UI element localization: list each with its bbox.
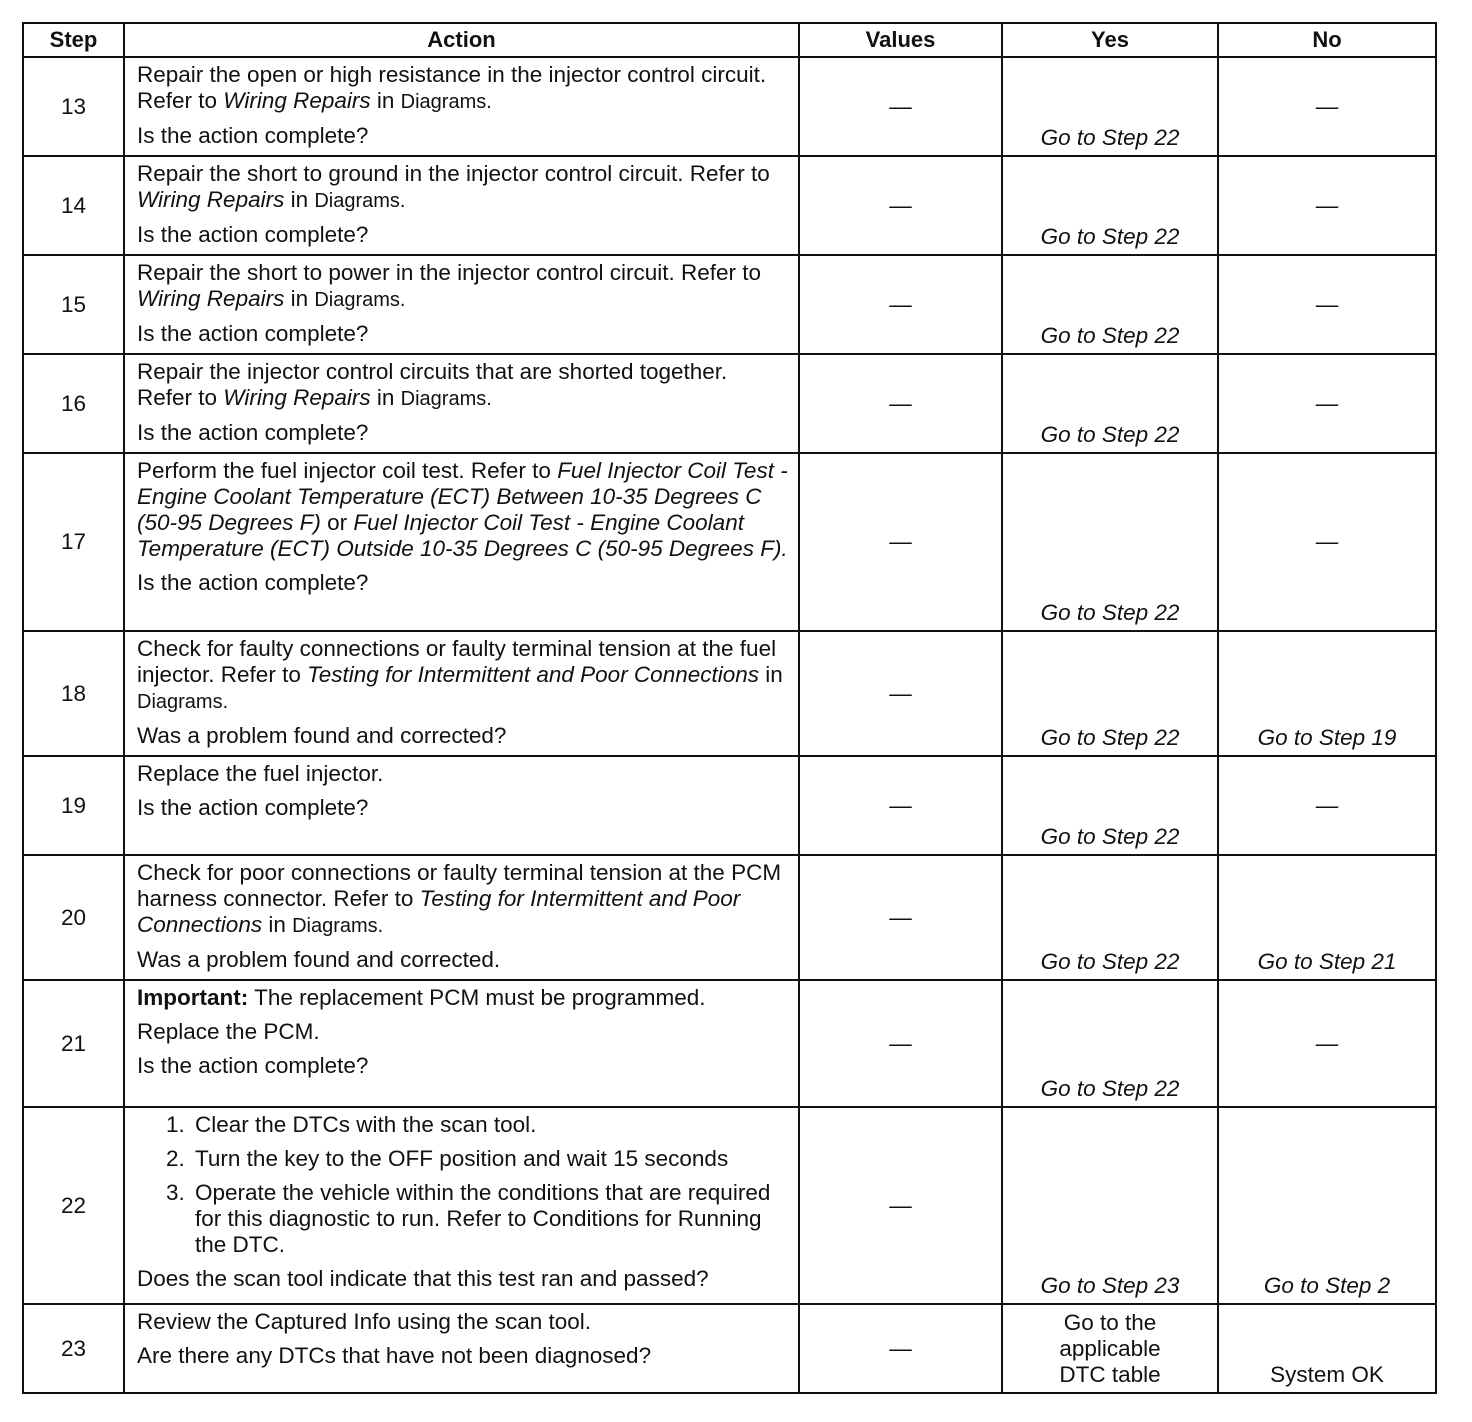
yes-cell: Go to Step 22 xyxy=(1002,255,1218,354)
yes-cell: Go to Step 22 xyxy=(1002,354,1218,453)
values-cell: — xyxy=(799,453,1002,631)
no-cell: Go to Step 2 xyxy=(1218,1107,1436,1304)
values-cell: — xyxy=(799,1304,1002,1393)
action-question: Was a problem found and corrected? xyxy=(137,723,507,748)
no-cell: — xyxy=(1218,453,1436,631)
yes-cell: Go to Step 22 xyxy=(1002,631,1218,756)
no-cell: — xyxy=(1218,756,1436,855)
step-number: 19 xyxy=(23,756,124,855)
values-cell: — xyxy=(799,855,1002,980)
action-cell: Perform the fuel injector coil test. Refer to Fuel Injector Coil Test - Engine Coolant Temperature (ECT) Between 10-35 Degrees C (50-95 Degrees F) or Fuel Injector Coil Test - Engine Coolant Temperature (ECT) Outside 10-35 Degrees C (50-95 Degrees F). Is the action complete? xyxy=(124,453,799,631)
action-cell: Repair the short to ground in the injector control circuit. Refer to Wiring Repairs in Diagrams. Is the action complete? xyxy=(124,156,799,255)
yes-cell: Go to Step 23 xyxy=(1002,1107,1218,1304)
action-question: Is the action complete? xyxy=(137,420,369,445)
no-cell: — xyxy=(1218,156,1436,255)
action-steps-list xyxy=(137,1112,788,1258)
action-question: Is the action complete? xyxy=(137,1053,369,1078)
no-cell: Go to Step 21 xyxy=(1218,855,1436,980)
no-cell: — xyxy=(1218,354,1436,453)
table-row xyxy=(23,855,1436,980)
action-cell: Check for faulty connections or faulty terminal tension at the fuel injector. Refer to Testing for Intermittent and Poor Connections in Diagrams. Was a problem found and corrected? xyxy=(124,631,799,756)
values-cell: — xyxy=(799,980,1002,1107)
action-cell: Repair the short to power in the injector control circuit. Refer to Wiring Repairs in Diagrams. Is the action complete? xyxy=(124,255,799,354)
step-number: 23 xyxy=(23,1304,124,1393)
no-cell: — xyxy=(1218,980,1436,1107)
step-number: 18 xyxy=(23,631,124,756)
action-question: Are there any DTCs that have not been diagnosed? xyxy=(137,1343,652,1368)
values-cell: — xyxy=(799,354,1002,453)
step-number: 21 xyxy=(23,980,124,1107)
values-cell: — xyxy=(799,57,1002,156)
header-step: Step xyxy=(23,23,124,57)
step-number: 16 xyxy=(23,354,124,453)
action-question: Was a problem found and corrected. xyxy=(137,947,501,972)
yes-cell: Go to Step 22 xyxy=(1002,980,1218,1107)
step-number: 17 xyxy=(23,453,124,631)
action-cell: Replace the fuel injector. Is the action complete? xyxy=(124,756,799,855)
action-question: Is the action complete? xyxy=(137,123,369,148)
step-number: 20 xyxy=(23,855,124,980)
no-cell: — xyxy=(1218,255,1436,354)
action-cell: Check for poor connections or faulty terminal tension at the PCM harness connector. Refer to Testing for Intermittent and Poor Connections in Diagrams. Was a problem found and corrected. xyxy=(124,855,799,980)
action-cell: Review the Captured Info using the scan tool. Are there any DTCs that have not been diagnosed? xyxy=(124,1304,799,1393)
table-row xyxy=(23,453,1436,631)
table-row xyxy=(23,57,1436,156)
action-cell xyxy=(124,1107,799,1304)
table-row xyxy=(23,756,1436,855)
table-row xyxy=(23,1107,1436,1304)
yes-cell: Go to Step 22 xyxy=(1002,855,1218,980)
yes-cell: Go to Step 22 xyxy=(1002,57,1218,156)
action-question: Is the action complete? xyxy=(137,795,369,820)
no-cell: System OK xyxy=(1218,1304,1436,1393)
action-question: Is the action complete? xyxy=(137,321,369,346)
header-yes: Yes xyxy=(1002,23,1218,57)
step-number: 15 xyxy=(23,255,124,354)
yes-cell: Go to Step 22 xyxy=(1002,756,1218,855)
action-cell: Repair the injector control circuits that are shorted together. Refer to Wiring Repairs in Diagrams. Is the action complete? xyxy=(124,354,799,453)
table-row xyxy=(23,354,1436,453)
table-row xyxy=(23,156,1436,255)
table-row xyxy=(23,255,1436,354)
header-values: Values xyxy=(799,23,1002,57)
values-cell: — xyxy=(799,631,1002,756)
header-row xyxy=(23,23,1436,57)
values-cell: — xyxy=(799,156,1002,255)
yes-cell: Go to Step 22 xyxy=(1002,453,1218,631)
table-row xyxy=(23,631,1436,756)
no-cell: — xyxy=(1218,57,1436,156)
action-question: Is the action complete? xyxy=(137,222,369,247)
values-cell: — xyxy=(799,255,1002,354)
yes-cell: Go to the applicable DTC table xyxy=(1002,1304,1218,1393)
step-number: 13 xyxy=(23,57,124,156)
header-no: No xyxy=(1218,23,1436,57)
header-action: Action xyxy=(124,23,799,57)
important-label: Important: xyxy=(137,985,249,1010)
step-number: 14 xyxy=(23,156,124,255)
yes-cell: Go to Step 22 xyxy=(1002,156,1218,255)
values-cell: — xyxy=(799,1107,1002,1304)
no-cell: Go to Step 19 xyxy=(1218,631,1436,756)
table-row xyxy=(23,980,1436,1107)
action-question: Does the scan tool indicate that this test ran and passed? xyxy=(137,1266,709,1291)
action-cell: Repair the open or high resistance in the injector control circuit. Refer to Wiring Repairs in Diagrams. Is the action complete? xyxy=(124,57,799,156)
action-question: Is the action complete? xyxy=(137,570,369,595)
values-cell: — xyxy=(799,756,1002,855)
list-item: 1. Clear the DTCs with the scan tool. xyxy=(191,1112,788,1138)
list-item: 2. Turn the key to the OFF position and wait 15 seconds xyxy=(191,1146,788,1172)
table-row xyxy=(23,1304,1436,1393)
diagnostic-table xyxy=(22,22,1437,1394)
list-item: 3. Operate the vehicle within the conditions that are required for this diagnostic to run. Refer to Conditions for Running the DTC. xyxy=(191,1180,788,1258)
action-cell: Important: The replacement PCM must be programmed. Replace the PCM. Is the action complete? xyxy=(124,980,799,1107)
step-number: 22 xyxy=(23,1107,124,1304)
